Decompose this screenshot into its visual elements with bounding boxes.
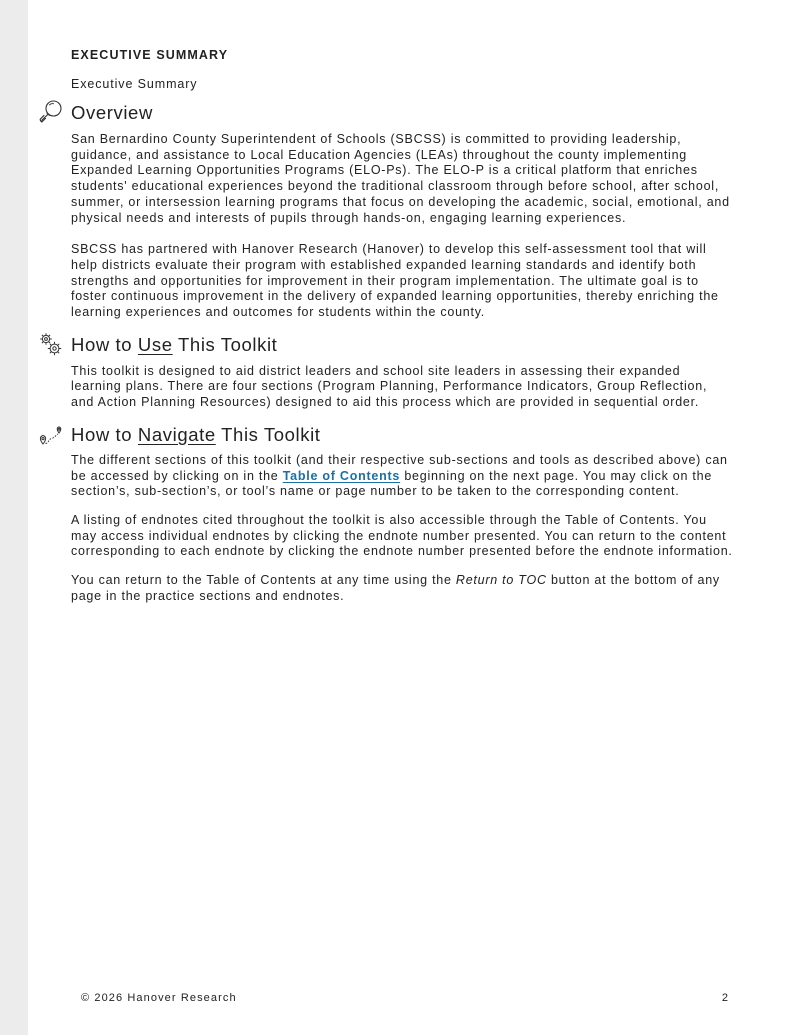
overview-heading-text: Overview xyxy=(71,102,153,123)
table-of-contents-link[interactable]: Table of Contents xyxy=(282,468,401,483)
page-content xyxy=(71,46,733,604)
page-number: 2 xyxy=(721,992,728,1004)
how-to-navigate-heading-suffix: This Toolkit xyxy=(215,423,321,445)
how-to-navigate-paragraph-1 xyxy=(71,453,733,500)
return-to-toc-text: Return to TOC xyxy=(455,573,547,588)
nav-paragraph-1-before: The different sections of this toolkit (and their respective sub-sections and tools as described above) can be accessed by clicking on in the xyxy=(71,452,728,483)
how-to-navigate-heading-prefix: How to xyxy=(71,423,138,445)
gears-icon xyxy=(37,330,65,358)
overview-paragraph-2: SBCSS has partnered with Hanover Research (Hanover) to develop this self-assessment tool that will help districts evaluate their program with established expanded learning standards and identify both strengths and opportunities for improvement in their program implementation. The ultimate goal is to foster continuous improvement in the delivery of expanded learning opportunities, thereby enriching the learning experiences and outcomes for students within the county. xyxy=(71,242,719,320)
how-to-use-heading xyxy=(71,333,733,357)
nav-paragraph-3-before: You can return to the Table of Contents at any time using the xyxy=(71,573,456,588)
page-subtitle: Executive Summary xyxy=(71,77,198,91)
how-to-use-paragraph: This toolkit is designed to aid district leaders and school site leaders in assessing their expanded learning plans. There are four sections (Program Planning, Performance Indicators, Group Reflection, and Action Planning Resources) designed to aid this process which are provided in sequential order. xyxy=(71,363,708,410)
footer-copyright: © 2026 Hanover Research xyxy=(81,992,237,1004)
nav-paragraph-1-after: beginning on the next page. You may click on the section’s, sub-section’s, or tool’s name or page number to be taken to the corresponding content. xyxy=(71,468,713,499)
how-to-use-heading-suffix: This Toolkit xyxy=(172,333,278,355)
nav-paragraph-3-after: button at the bottom of any page in the practice sections and endnotes. xyxy=(71,573,720,603)
magnifier-icon xyxy=(37,98,65,126)
section-label: EXECUTIVE SUMMARY xyxy=(71,48,229,62)
overview-paragraph-1: San Bernardino County Superintendent of Schools (SBCSS) is committed to providing leadership, guidance, and assistance to Local Education Agencies (LEAs) throughout the county implementing Expanded Learning Opportunities Programs (ELO-Ps). The ELO-P is a critical platform that enriches students' educational experiences beyond the traditional classroom through before school, after school, summer, or intersession learning programs that focus on developing the academic, social, emotional, and physical needs and interests of pupils through hands-on, engaging learning experiences. xyxy=(71,132,730,225)
how-to-navigate-paragraph-3 xyxy=(71,573,733,604)
how-to-navigate-heading xyxy=(71,423,733,447)
route-map-icon xyxy=(37,420,65,448)
overview-heading xyxy=(71,101,733,125)
left-margin-bar xyxy=(0,0,28,1035)
how-to-navigate-paragraph-2: A listing of endnotes cited throughout the toolkit is also accessible through the Table of Contents. You may access individual endnotes by clicking the endnote number presented. You can return to the content corresponding to each endnote by clicking the endnote number presented before the endnote information. xyxy=(71,512,733,559)
how-to-navigate-heading-emphasis: Navigate xyxy=(137,423,216,445)
how-to-use-heading-emphasis: Use xyxy=(137,333,173,355)
how-to-use-heading-prefix: How to xyxy=(71,333,138,355)
